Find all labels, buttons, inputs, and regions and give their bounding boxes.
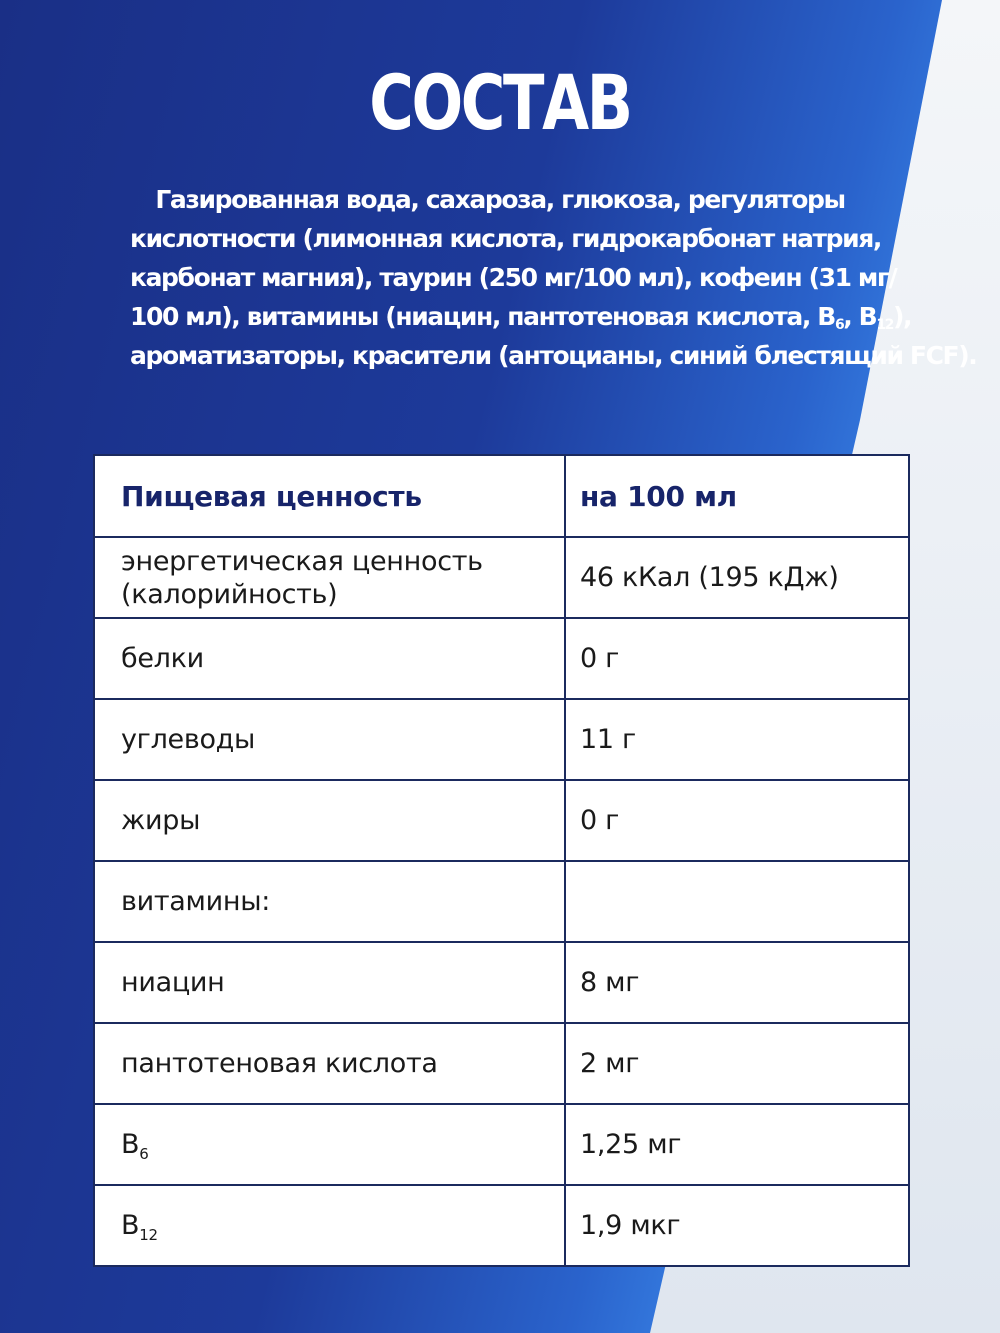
- table-header-row: [94, 455, 909, 537]
- table-row: [94, 1104, 909, 1185]
- subscript: 6: [834, 317, 844, 333]
- subscript: 12: [876, 317, 894, 333]
- header-per-100ml: на 100 мл: [565, 455, 909, 537]
- composition-fragment: ),: [893, 302, 912, 331]
- row-value: 0 г: [565, 780, 909, 861]
- row-name: жиры: [94, 780, 565, 861]
- page-title: СОСТАВ: [369, 58, 631, 147]
- row-name: углеводы: [94, 699, 565, 780]
- subscript: 6: [139, 1145, 149, 1163]
- composition-fragment: 100 мл), витамины (ниацин, пантотеновая кислота, B: [130, 302, 835, 331]
- subscript: 12: [139, 1226, 158, 1244]
- composition-fragment: , B: [843, 302, 877, 331]
- table-row: [94, 942, 909, 1023]
- row-value: 0 г: [565, 618, 909, 699]
- table-row: [94, 861, 909, 942]
- row-name: белки: [94, 618, 565, 699]
- row-value: 8 мг: [565, 942, 909, 1023]
- composition-text: [130, 180, 977, 375]
- row-name: пантотеновая кислота: [94, 1023, 565, 1104]
- header-nutrition-value: Пищевая ценность: [94, 455, 565, 537]
- row-name: энергетическая ценность (калорийность): [94, 537, 565, 618]
- table-row: [94, 537, 909, 618]
- row-value: 1,25 мг: [565, 1104, 909, 1185]
- row-value: 2 мг: [565, 1023, 909, 1104]
- row-name: витамины:: [94, 861, 565, 942]
- composition-line: ароматизаторы, красители (антоцианы, синий блестящий FCF).: [130, 341, 977, 370]
- composition-line: [130, 297, 912, 336]
- composition-line: карбонат магния), таурин (250 мг/100 мл), кофеин (31 мг/: [130, 263, 897, 292]
- table-row: [94, 780, 909, 861]
- composition-line: Газированная вода, сахароза, глюкоза, регуляторы: [155, 185, 845, 214]
- row-name: [94, 1104, 565, 1185]
- nutrition-table: [93, 454, 910, 1267]
- row-name: [94, 1185, 565, 1266]
- row-value: 11 г: [565, 699, 909, 780]
- row-value: 1,9 мкг: [565, 1185, 909, 1266]
- vitamin-letter: B: [121, 1210, 140, 1241]
- row-value: [565, 861, 909, 942]
- table-row: [94, 1185, 909, 1266]
- table-row: [94, 618, 909, 699]
- row-name: ниацин: [94, 942, 565, 1023]
- table-row: [94, 699, 909, 780]
- row-value: 46 кКал (195 кДж): [565, 537, 909, 618]
- composition-line: кислотности (лимонная кислота, гидрокарбонат натрия,: [130, 224, 881, 253]
- vitamin-letter: B: [121, 1129, 140, 1160]
- table-row: [94, 1023, 909, 1104]
